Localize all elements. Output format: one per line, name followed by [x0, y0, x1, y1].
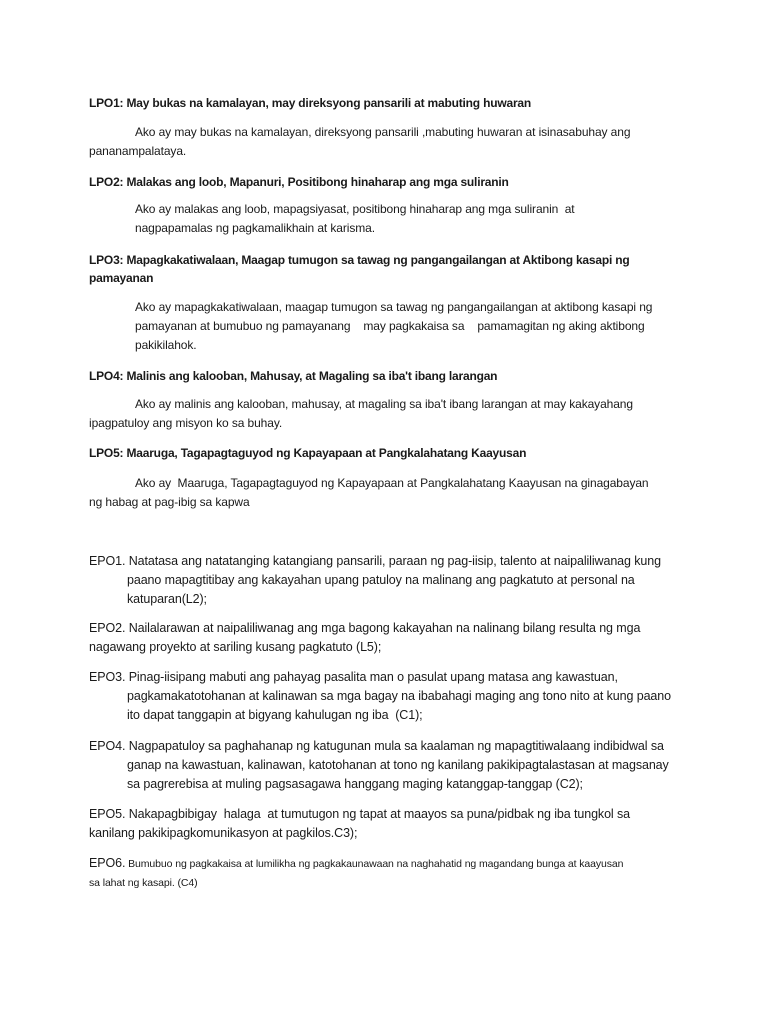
- lpo1-heading: LPO1: May bukas na kamalayan, may direksyong pansarili at mabuting huwaran: [89, 96, 532, 110]
- lpo3-body: [135, 298, 652, 355]
- epo4-item: [89, 737, 669, 794]
- lpo4-body: [89, 395, 633, 433]
- lpo3-body-line: pakikilahok.: [135, 338, 197, 352]
- lpo1-body-line: pananampalataya.: [89, 144, 187, 158]
- lpo4-body-line: ipagpatuloy ang misyon ko sa buhay.: [89, 416, 283, 430]
- lpo3-body-line: Ako ay mapagkakatiwalaan, maagap tumugon sa tawag ng pangangailangan at aktibong kasapi ng: [135, 300, 653, 314]
- lpo5-heading: LPO5: Maaruga, Tagapagtaguyod ng Kapayapaan at Pangkalahatang Kaayusan: [89, 446, 527, 460]
- lpo4-heading: LPO4: Malinis ang kalooban, Mahusay, at Magaling sa iba't ibang larangan: [89, 369, 498, 383]
- epo6-item: [89, 854, 623, 893]
- epo2-line: nagawang proyekto at sariling kusang pagkatuto (L5);: [89, 640, 382, 654]
- lpo3-heading-line: LPO3: Mapagkakatiwalaan, Maagap tumugon sa tawag ng pangangailangan at Aktibong kasapi ng: [89, 253, 630, 267]
- lpo5-body-line: ng habag at pag-ibig sa kapwa: [89, 495, 250, 509]
- lpo3-heading-line: pamayanan: [89, 271, 154, 285]
- epo4-line: sa pagrerebisa at muling pagsasagawa hanggang maging katanggap-tanggap (C2);: [127, 777, 583, 791]
- epo6-line: sa lahat ng kasapi. (C4): [89, 877, 198, 889]
- epo3-line: ito dapat tanggapin at bigyang kahulugan ng iba (C1);: [127, 708, 423, 722]
- lpo2-heading: LPO2: Malakas ang loob, Mapanuri, Positibong hinaharap ang mga suliranin: [89, 175, 509, 189]
- epo2-item: [89, 619, 640, 657]
- epo6-line: [89, 854, 623, 874]
- epo3-item: [89, 668, 671, 725]
- lpo1-body: [89, 123, 630, 161]
- epo3-line: pagkamakatotohanan at kalinawan sa mga bagay na ibabahagi maging ang tono nito at kung paano: [127, 689, 671, 703]
- epo5-item: [89, 805, 630, 843]
- epo6-label: EPO6.: [89, 856, 126, 870]
- epo3-line: EPO3. Pinag-iisipang mabuti ang pahayag pasalita man o pasulat upang matasa ang kawastuan,: [89, 670, 618, 684]
- epo4-line: EPO4. Nagpapatuloy sa paghahanap ng katugunan mula sa kaalaman ng mapagtitiwalaang indibidwal sa: [89, 739, 664, 753]
- epo5-line: kanilang pakikipagkomunikasyon at pagkilos.C3);: [89, 826, 358, 840]
- epo1-line: katuparan(L2);: [127, 592, 207, 606]
- lpo3-body-line: pamayanan at bumubuo ng pamayanang may pagkakaisa sa pamamagitan ng aking aktibong: [135, 319, 645, 333]
- lpo4-body-line: Ako ay malinis ang kalooban, mahusay, at magaling sa iba't ibang larangan at may kakayahang: [135, 397, 633, 411]
- epo5-line: EPO5. Nakapagbibigay halaga at tumutugon ng tapat at maayos sa puna/pidbak ng iba tungkol sa: [89, 807, 630, 821]
- lpo2-body-line: nagpapamalas ng pagkamalikhain at karisma.: [135, 221, 375, 235]
- epo1-item: [89, 552, 661, 609]
- lpo5-body: [89, 474, 649, 512]
- lpo3-heading: [89, 251, 630, 287]
- lpo2-body-line: Ako ay malakas ang loob, mapagsiyasat, positibong hinaharap ang mga suliranin at: [135, 202, 575, 216]
- epo2-line: EPO2. Nailalarawan at naipaliliwanag ang mga bagong kakayahan na nalinang bilang resulta ng mga: [89, 621, 641, 635]
- epo1-line: EPO1. Natatasa ang natatanging katangiang pansarili, paraan ng pag-iisip, talento at naipaliliwanag kung: [89, 554, 661, 568]
- epo1-line: paano mapagtitibay ang kakayahan upang patuloy na malinang ang pagkatuto at personal na: [127, 573, 635, 587]
- epo6-text: Bumubuo ng pagkakaisa at lumilikha ng pagkakaunawaan na naghahatid ng magandang bunga at kaayusan: [125, 858, 624, 870]
- epo4-line: ganap na kawastuan, kalinawan, katotohanan at tono ng kanilang pakikipagtalastasan at magsanay: [127, 758, 669, 772]
- lpo5-body-line: Ako ay Maaruga, Tagapagtaguyod ng Kapayapaan at Pangkalahatang Kaayusan na ginagabayan: [135, 476, 649, 490]
- lpo1-body-line: Ako ay may bukas na kamalayan, direksyong pansarili ,mabuting huwaran at isinasabuhay ang: [135, 125, 631, 139]
- lpo2-body: [135, 200, 575, 238]
